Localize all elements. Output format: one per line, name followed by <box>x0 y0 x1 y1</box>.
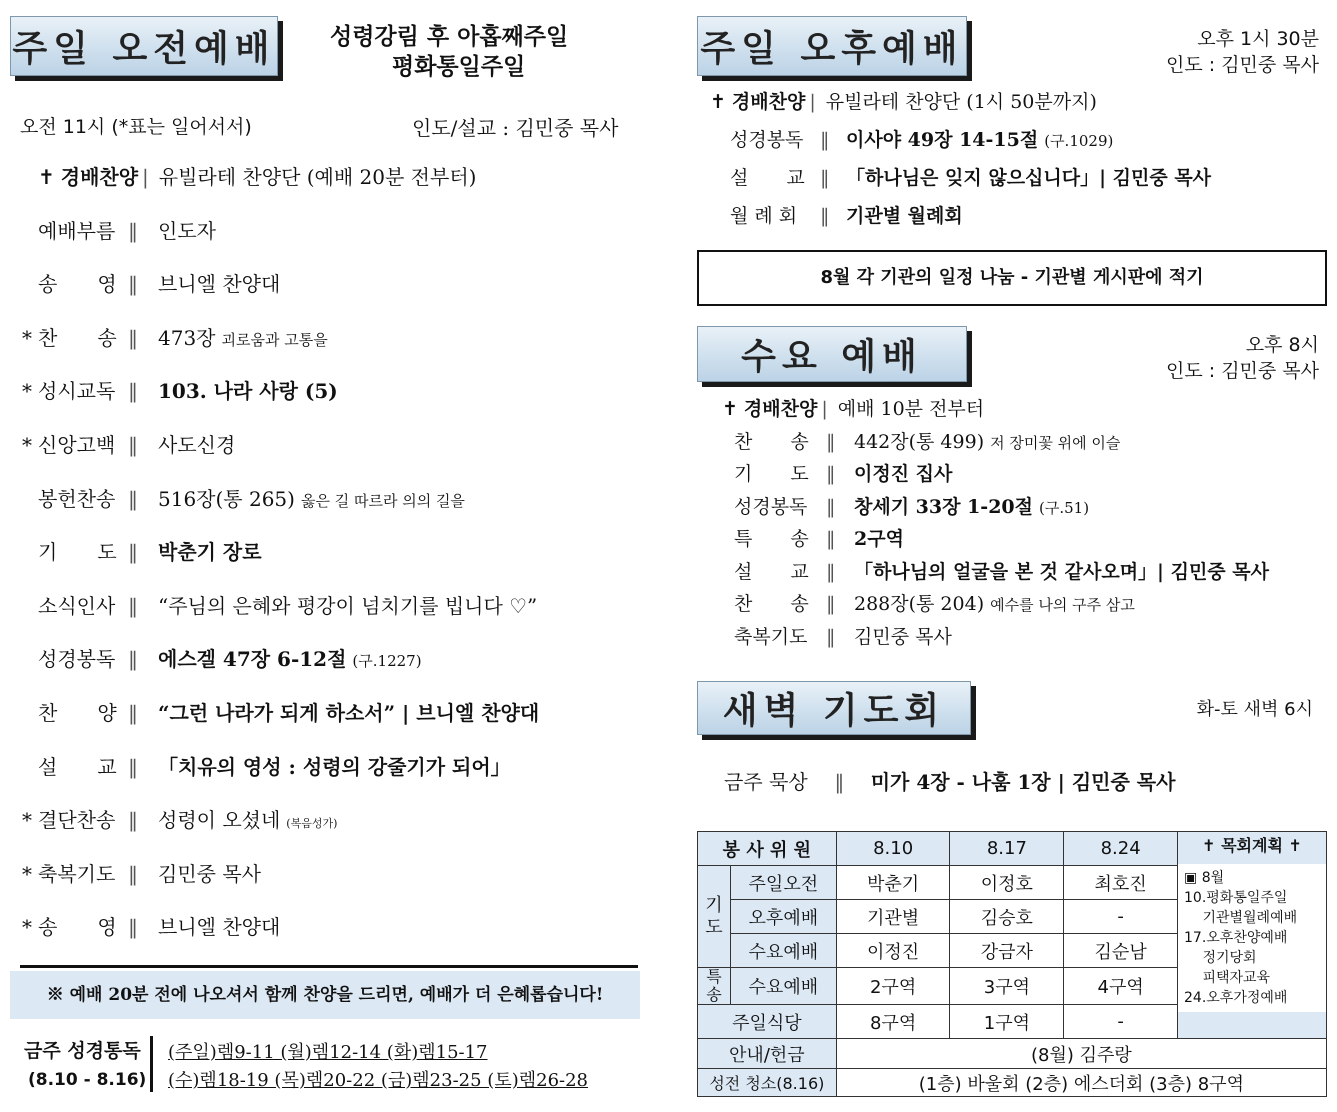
pastoral-plan-item: 정기당회 <box>1184 950 1257 966</box>
separator: | <box>809 91 816 113</box>
clean-label: 성전 청소(8.16) <box>698 1069 837 1097</box>
order-value: 예배 10분 전부터 <box>837 398 985 420</box>
order-note: 저 장미꽃 위에 이슬 <box>990 433 1121 452</box>
separator: ‖ <box>820 167 830 189</box>
separator: ‖ <box>820 205 830 227</box>
preacher-line: 인도/설교 : 김민중 목사 <box>412 116 619 140</box>
cross-icon: ✝ <box>710 91 726 113</box>
order-label: 신앙고백 <box>38 433 116 457</box>
separator: ‖ <box>128 325 138 350</box>
separator: ‖ <box>128 540 138 565</box>
order-label: 축복기도 <box>38 861 116 886</box>
table-cell: 4구역 <box>1064 968 1178 1005</box>
order-note: (구.1029) <box>1044 132 1114 150</box>
standing-mark: * <box>22 433 32 457</box>
order-value: 브니엘 찬양대 <box>158 915 281 940</box>
prayer-group-label: 기 도 <box>698 866 731 968</box>
order-value: 김민중 목사 <box>158 861 261 886</box>
pastoral-plan-list <box>1178 864 1326 1012</box>
order-row <box>38 646 422 674</box>
theme-subtitle: 평화통일주일 <box>392 54 526 80</box>
order-value: 103. 나라 사랑 (5) <box>158 379 338 404</box>
wednesday-service-title: 수요 예배 <box>741 336 923 378</box>
order-value: 성령이 오셨네 <box>158 808 281 833</box>
date-column-3: 8.24 <box>1064 832 1178 866</box>
wednesday-leader: 인도 : 김민중 목사 <box>1166 360 1319 382</box>
separator: ‖ <box>826 593 836 615</box>
reading-line-1: (주일)렘9-11 (월)렘12-14 (화)렘15-17 <box>168 1042 488 1063</box>
order-label: 찬 송 <box>734 593 809 615</box>
order-label: 송 영 <box>38 272 117 297</box>
separator: | <box>142 165 149 189</box>
separator: ‖ <box>826 560 836 583</box>
order-label: 월 례 회 <box>730 205 798 227</box>
pastoral-plan-item: 기관별월례예배 <box>1184 910 1298 926</box>
table-cell: 3구역 <box>950 968 1064 1005</box>
order-label: 성경봉독 <box>730 129 804 151</box>
separator: ‖ <box>820 129 830 151</box>
date-column-2: 8.17 <box>950 832 1064 866</box>
separator: ‖ <box>826 463 836 485</box>
order-label: 경배찬양 <box>743 398 818 420</box>
dawn-bar: ‖ <box>834 770 845 794</box>
row-label: 오후예배 <box>730 900 836 934</box>
dawn-row <box>724 769 1175 795</box>
order-value: “주님의 은혜와 평강이 넘치기를 빕니다 ♡” <box>158 593 538 618</box>
order-label: 기 도 <box>734 463 809 485</box>
order-value: 김민중 목사 <box>854 625 952 648</box>
order-row <box>38 539 262 565</box>
dawn-prayer-header <box>697 681 971 735</box>
order-row <box>734 624 952 650</box>
notice-box <box>10 971 640 1019</box>
order-value: 사도신경 <box>158 433 236 457</box>
standing-mark: * <box>22 379 32 404</box>
order-label: 경배찬양 <box>731 91 806 113</box>
monthly-notice-text: 8월 각 기관의 일정 나눔 - 기관별 게시판에 적기 <box>820 267 1204 288</box>
afternoon-service-header <box>697 16 967 76</box>
table-cell: 이정진 <box>836 934 950 968</box>
order-label: 예배부름 <box>38 218 116 243</box>
order-value: 에스겔 47장 6-12절 <box>158 647 347 672</box>
standing-mark: * <box>22 861 32 886</box>
order-value: 기관별 월례회 <box>846 205 963 227</box>
order-row <box>734 526 904 552</box>
table-cell: 김순남 <box>1064 934 1178 968</box>
table-cell: 1구역 <box>950 1005 1064 1039</box>
intercession-group-label: 특 송 <box>698 968 731 1005</box>
order-value: 인도자 <box>158 218 216 243</box>
wednesday-service-header <box>697 326 967 382</box>
separator: ‖ <box>128 272 138 297</box>
order-row <box>706 89 1097 115</box>
order-row <box>734 591 1135 618</box>
row-label: 주일식당 <box>698 1005 837 1039</box>
order-label: 설 교 <box>38 754 117 779</box>
order-row <box>730 165 1211 191</box>
order-value: “그런 나라가 되게 하소서” | 브니엘 찬양대 <box>158 701 540 725</box>
order-note: 옳은 길 따르라 의의 길을 <box>300 491 465 510</box>
order-row <box>730 127 1113 154</box>
separator: ‖ <box>128 647 138 672</box>
order-row <box>38 754 511 780</box>
order-value: 「하나님의 얼굴을 본 것 같사오며」| 김민중 목사 <box>854 560 1269 583</box>
reading-divider <box>150 1036 153 1092</box>
pastoral-plan-item: 피택자교육 <box>1184 970 1271 986</box>
table-header-cell: 봉 사 위 원 <box>698 832 837 866</box>
table-cell: 이정호 <box>950 866 1064 900</box>
order-value: 유빌라테 찬양단 (1시 50분까지) <box>825 91 1097 113</box>
order-row <box>734 559 1269 585</box>
order-value: 이정진 집사 <box>854 463 953 485</box>
order-label: 찬 송 <box>734 430 809 453</box>
table-cell: 기관별 <box>836 900 950 934</box>
order-label: 특 송 <box>734 528 809 550</box>
order-value: 442장(통 499) <box>854 430 985 453</box>
order-value: 516장(통 265) <box>158 486 295 511</box>
separator: ‖ <box>826 430 836 453</box>
order-row <box>734 494 1089 521</box>
order-label: 결단찬송 <box>38 808 116 833</box>
order-label: 송 영 <box>38 915 117 940</box>
reading-title: 금주 성경통독 <box>24 1040 141 1062</box>
order-row <box>22 325 328 353</box>
dawn-value: 미가 4장 - 나훔 1장 | 김민중 목사 <box>870 770 1176 794</box>
afternoon-service-title: 주일 오후예배 <box>700 28 964 70</box>
order-label: 설 교 <box>734 560 809 583</box>
separator: ‖ <box>128 379 138 404</box>
order-note: (구.51) <box>1039 498 1090 517</box>
standing-mark: * <box>22 915 32 940</box>
order-label: 소식인사 <box>38 593 116 618</box>
order-value: 「하나님은 잊지 않으십니다」| 김민중 목사 <box>846 167 1212 189</box>
separator: ‖ <box>128 808 138 833</box>
table-cell: - <box>1064 1005 1178 1039</box>
pastoral-plan-item: 10.평화통일주일 <box>1184 890 1288 906</box>
order-row <box>734 429 1120 456</box>
pastoral-plan-item: 24.오후가정예배 <box>1184 990 1288 1006</box>
order-label: 기 도 <box>38 540 117 565</box>
separator: ‖ <box>128 433 138 457</box>
date-column-1: 8.10 <box>836 832 950 866</box>
order-value: 473장 <box>158 325 216 350</box>
separator: ‖ <box>128 861 138 886</box>
order-row <box>22 807 338 837</box>
order-row <box>38 593 537 619</box>
order-label: 봉헌찬송 <box>38 486 116 511</box>
table-cell: 8구역 <box>836 1005 950 1039</box>
liturgical-subtitle: 성령강림 후 아홉째주일 <box>330 24 569 50</box>
table-cell: 김승호 <box>950 900 1064 934</box>
order-row <box>38 486 465 514</box>
order-label: 성경봉독 <box>38 647 116 672</box>
order-label: 경배찬양 <box>60 165 139 189</box>
order-row <box>38 218 216 244</box>
table-cell: 박춘기 <box>836 866 950 900</box>
order-note: (복음성가) <box>286 817 338 831</box>
order-row <box>22 432 236 458</box>
afternoon-leader: 인도 : 김민중 목사 <box>1166 54 1319 76</box>
order-row <box>22 861 261 887</box>
monthly-notice-box <box>697 250 1327 306</box>
service-table <box>697 831 1327 1097</box>
row-label: 주일오전 <box>730 866 836 900</box>
order-row <box>22 378 338 404</box>
separator: ‖ <box>128 915 138 940</box>
morning-service-header <box>10 16 278 76</box>
cross-icon: ✝ <box>722 398 738 420</box>
dawn-prayer-title: 새벽 기도회 <box>722 690 946 732</box>
order-label: 축복기도 <box>734 625 808 648</box>
pastoral-plan-title: ✝ 목회계획 ✝ <box>1202 836 1302 855</box>
order-row <box>38 700 539 726</box>
order-value: 2구역 <box>854 528 904 550</box>
divider-line <box>20 965 638 968</box>
afternoon-time: 오후 1시 30분 <box>1197 28 1319 50</box>
guide-value: (8월) 김주랑 <box>836 1039 1326 1069</box>
wednesday-time: 오후 8시 <box>1245 334 1319 356</box>
order-label: 성시교독 <box>38 379 116 404</box>
standing-mark: * <box>22 325 32 350</box>
dawn-time: 화-토 새벽 6시 <box>1196 699 1313 720</box>
row-label: 수요예배 <box>730 934 836 968</box>
order-row <box>718 396 984 422</box>
order-value: 288장(통 204) <box>854 593 985 615</box>
order-row <box>34 164 476 190</box>
guide-label: 안내/헌금 <box>698 1039 837 1069</box>
separator: ‖ <box>128 754 138 779</box>
order-note: 예수를 나의 구주 삼고 <box>990 596 1135 614</box>
separator: ‖ <box>826 495 836 518</box>
separator: ‖ <box>128 218 138 243</box>
order-note: (구.1227) <box>352 652 422 671</box>
reading-line-2: (수)렘18-19 (목)렘20-22 (금)렘23-25 (토)렘26-28 <box>168 1070 589 1091</box>
table-cell: 강금자 <box>950 934 1064 968</box>
dawn-label: 금주 묵상 <box>724 770 808 794</box>
separator: ‖ <box>826 528 836 550</box>
order-value: 이사야 49장 14-15절 <box>846 129 1039 151</box>
table-cell: 2구역 <box>836 968 950 1005</box>
table-cell: - <box>1064 900 1178 934</box>
separator: ‖ <box>128 593 138 618</box>
standing-mark: * <box>22 808 32 833</box>
order-value: 유빌라테 찬양단 (예배 20분 전부터) <box>158 165 477 189</box>
service-time: 오전 11시 (*표는 일어서서) <box>20 116 252 138</box>
separator: ‖ <box>826 625 836 648</box>
separator: ‖ <box>128 701 138 725</box>
order-label: 설 교 <box>730 167 805 189</box>
order-value: 창세기 33장 1-20절 <box>854 495 1033 518</box>
order-value: 브니엘 찬양대 <box>158 272 281 297</box>
separator: | <box>821 398 828 420</box>
order-label: 성경봉독 <box>734 495 808 518</box>
order-note: 괴로움과 고통을 <box>221 330 328 349</box>
pastoral-plan-item: ▣ 8월 <box>1184 870 1225 886</box>
row-label: 수요예배 <box>730 968 836 1005</box>
order-value: 「치유의 영성 : 성령의 강줄기가 되어」 <box>158 754 511 779</box>
order-row <box>22 914 281 940</box>
pastoral-plan-cell <box>1178 832 1327 1039</box>
order-value: 박춘기 장로 <box>158 540 262 565</box>
order-row <box>38 271 280 297</box>
notice-text: ※ 예배 20분 전에 나오셔서 함께 찬양을 드리면, 예배가 더 은혜롭습니다! <box>46 985 604 1005</box>
clean-value: (1층) 바울회 (2층) 에스더회 (3층) 8구역 <box>836 1069 1326 1097</box>
morning-service-title: 주일 오전예배 <box>12 28 276 70</box>
order-label: 찬 양 <box>38 701 117 725</box>
reading-dates: (8.10 - 8.16) <box>28 1070 147 1090</box>
order-row <box>730 203 963 229</box>
cross-icon: ✝ <box>38 165 55 189</box>
table-cell: 최호진 <box>1064 866 1178 900</box>
pastoral-plan-item: 17.오후찬양예배 <box>1184 930 1288 946</box>
order-label: 찬 송 <box>38 325 117 350</box>
order-row <box>734 461 952 487</box>
separator: ‖ <box>128 486 138 511</box>
